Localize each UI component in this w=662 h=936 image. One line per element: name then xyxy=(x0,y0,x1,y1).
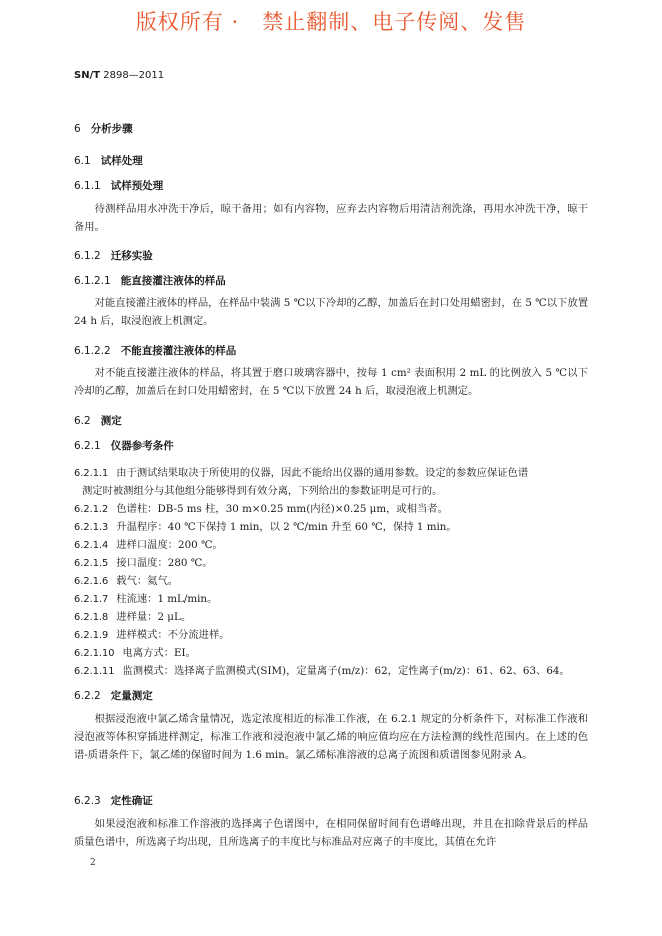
section-title: 不能直接灌注液体的样品 xyxy=(120,345,237,357)
section-title: 测定 xyxy=(100,415,122,427)
condition-item xyxy=(74,536,594,551)
section-number: 6.1.2 xyxy=(74,250,101,262)
section-6-2-2-heading xyxy=(74,688,153,703)
page-number: 2 xyxy=(90,858,96,868)
section-6-1-2-1-heading xyxy=(74,273,226,288)
item-number: 6.2.1.5 xyxy=(74,558,109,569)
condition-item xyxy=(74,626,594,641)
section-number: 6.2.1 xyxy=(74,440,101,452)
item-number: 6.2.1.2 xyxy=(74,504,109,515)
item-text: 进样量：2 μL。 xyxy=(116,611,192,623)
section-6-1-2-heading xyxy=(74,248,153,263)
item-text: 监测模式：选择离子监测模式(SIM)，定量离子(m/z)：62，定性离子(m/z)：61、62、63、64。 xyxy=(122,665,570,677)
paragraph-6-2-2: 根据浸泡液中氯乙烯含量情况，选定浓度相近的标准工作液，在 6.2.1 规定的分析条件下，对标准工作液和浸泡液等体积穿插进样测定，标准工作液和浸泡液中氯乙烯的响应值均应在方法检测的线性范围内。在上述的色谱-质谱条件下，氯乙烯的保留时间为 1.6 min。氯乙烯标准溶液的总离子流图和质谱图参见附录 A。 xyxy=(74,713,588,761)
condition-item xyxy=(74,482,594,497)
condition-item xyxy=(74,464,594,479)
item-number: 6.2.1.4 xyxy=(74,540,109,551)
paragraph-6-1-2-1: 对能直接灌注液体的样品，在样品中装满 5 ℃以下冷却的乙醇，加盖后在封口处用蜡密封，在 5 ℃以下放置 24 h 后，取浸泡液上机测定。 xyxy=(74,297,588,327)
item-text: 进样口温度：200 ℃。 xyxy=(116,539,223,551)
section-6-2-heading xyxy=(74,413,122,428)
item-number: 6.2.1.7 xyxy=(74,594,109,605)
condition-item xyxy=(74,644,594,659)
item-text: 接口温度：280 ℃。 xyxy=(116,557,213,569)
item-text: 电离方式：EI。 xyxy=(122,647,196,659)
condition-item xyxy=(74,662,594,677)
section-number: 6.2.3 xyxy=(74,795,101,807)
section-number: 6.2.2 xyxy=(74,690,101,702)
section-6-1-2-2-heading xyxy=(74,343,236,358)
item-number: 6.2.1.6 xyxy=(74,576,109,587)
section-6-2-3-heading xyxy=(74,793,153,808)
item-text: 由于测试结果取决于所使用的仪器，因此不能给出仪器的通用参数。设定的参数应保证色谱 xyxy=(116,467,529,479)
item-number: 6.2.1.9 xyxy=(74,630,109,641)
section-6-1-heading xyxy=(74,153,143,168)
condition-item xyxy=(74,572,594,587)
paragraph-6-1-1: 待测样品用水冲洗干净后，晾干备用；如有内容物，应弃去内容物后用清洁剂洗涤，再用水冲洗干净，晾干备用。 xyxy=(74,203,588,233)
item-text: 柱流速：1 mL/min。 xyxy=(116,593,218,605)
section-6-heading xyxy=(74,121,133,136)
item-number: 6.2.1.8 xyxy=(74,612,109,623)
item-number: 6.2.1.3 xyxy=(74,522,109,533)
item-text: 进样模式：不分流进样。 xyxy=(116,629,230,641)
section-number: 6.1.2.1 xyxy=(74,275,111,287)
std-prefix: SN/T xyxy=(74,70,101,81)
watermark-banner: 版权所有 · 禁止翻制、电子传阅、发售 xyxy=(135,10,527,34)
item-text: 色谱柱：DB-5 ms 柱，30 m×0.25 mm(内径)×0.25 μm，或相当者。 xyxy=(116,503,448,515)
section-title: 定性确证 xyxy=(110,795,153,807)
item-number: 6.2.1.1 xyxy=(74,468,109,479)
section-number: 6.1.1 xyxy=(74,180,101,192)
section-number: 6.2 xyxy=(74,415,91,427)
paragraph-6-1-2-2: 对不能直接灌注液体的样品，将其置于磨口玻璃容器中，按每 1 cm² 表面积用 2 mL 的比例放入 5 ℃以下冷却的乙醇，加盖后在封口处用蜡密封，在 5 ℃以下放置 24 h 后，取浸泡液上机测定。 xyxy=(74,367,588,397)
section-number: 6.1 xyxy=(74,155,91,167)
section-title: 能直接灌注液体的样品 xyxy=(120,275,226,287)
item-text: 升温程序：40 ℃下保持 1 min，以 2 ℃/min 升至 60 ℃，保持 1 min。 xyxy=(116,521,457,533)
section-number: 6 xyxy=(74,123,81,135)
section-title: 试样预处理 xyxy=(110,180,164,192)
condition-item xyxy=(74,518,594,533)
section-6-2-1-heading xyxy=(74,438,174,453)
condition-item xyxy=(74,590,594,605)
std-number: 2898—2011 xyxy=(100,70,165,81)
section-number: 6.1.2.2 xyxy=(74,345,111,357)
section-title: 迁移实验 xyxy=(110,250,153,262)
standard-number xyxy=(74,70,164,81)
section-title: 定量测定 xyxy=(110,690,153,702)
section-title: 仪器参考条件 xyxy=(110,440,174,452)
condition-item xyxy=(74,500,594,515)
item-text: 载气：氦气。 xyxy=(116,575,179,587)
condition-item xyxy=(74,554,594,569)
item-number: 6.2.1.11 xyxy=(74,666,115,677)
section-title: 分析步骤 xyxy=(90,123,133,135)
section-title: 试样处理 xyxy=(100,155,143,167)
item-number: 6.2.1.10 xyxy=(74,648,115,659)
section-6-1-1-heading xyxy=(74,178,163,193)
condition-item xyxy=(74,608,594,623)
item-text: 测定时被测组分与其他组分能够得到有效分离，下列给出的参数证明是可行的。 xyxy=(82,485,443,497)
paragraph-6-2-3: 如果浸泡液和标准工作溶液的选择离子色谱图中，在相同保留时间有色谱峰出现，并且在扣除背景后的样品质量色谱中，所选离子均出现，且所选离子的丰度比与标准品对应离子的丰度比，其值在允许 xyxy=(74,818,588,848)
